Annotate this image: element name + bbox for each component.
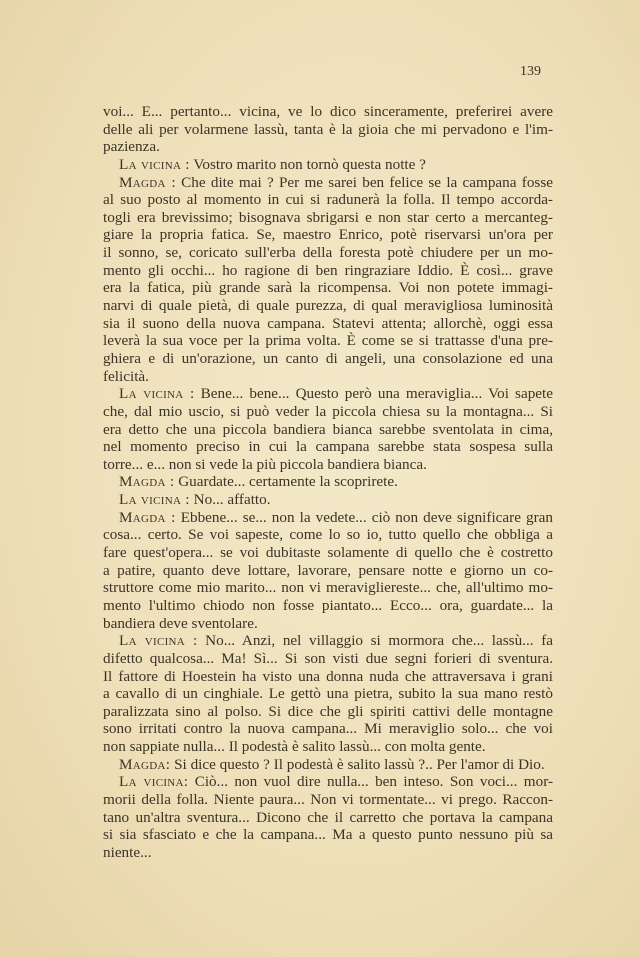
line-text: ghiera e di un'orazione, un canto di angeli, una consolazione ed una [103, 349, 553, 367]
line-text: togli era brevissimo; bisognava sbrigarsi e non star certo a mercanteg- [103, 208, 553, 226]
line-text: Che dite mai ? Per me sarei ben felice se la campana fosse [175, 173, 553, 191]
text-line [103, 350, 553, 368]
text-line [103, 315, 553, 333]
text-line [103, 121, 553, 139]
text-line [103, 791, 553, 809]
line-text: paralizzata sino al polso. Si dice che gli spiriti cattivi delle montagne [103, 702, 553, 720]
line-text: Guardate... certamente la scoprirete. [174, 473, 398, 491]
speaker-name: Magda : [119, 173, 176, 191]
text-line [103, 262, 553, 280]
text-line [103, 244, 553, 262]
text-line [103, 438, 553, 456]
text-line [103, 668, 553, 686]
dialogue-paragraph [103, 509, 553, 632]
dialogue-paragraph [103, 491, 553, 509]
text-line [103, 491, 553, 509]
text-line [103, 226, 553, 244]
line-text: Bene... bene... Questo però una meraviglia... Voi sapete [194, 385, 553, 403]
text-paragraph [103, 103, 553, 156]
text-line [103, 756, 553, 774]
line-text: era la fatica, più grande sarà la ricompensa. Voi non potete immagi- [103, 279, 553, 297]
line-text: Ebbene... se... non la vedete... ciò non deve significare gran [175, 508, 553, 526]
dialogue-paragraph [103, 756, 553, 774]
line-text: Il fattore di Hoestein ha visto una donna nuda che attraversava i grani [103, 667, 553, 685]
line-text: a patire, quanto deve lottare, lavorare, pensare notte e giorno un co- [103, 561, 553, 579]
line-text: che, dal mio uscio, si può veder la piccola chiesa su la montagna... Si [103, 402, 553, 420]
text-line [103, 138, 553, 156]
text-line [103, 368, 553, 386]
dialogue-paragraph [103, 773, 553, 861]
line-text: pazienza. [103, 138, 160, 156]
line-text: Ciò... non vuol dire nulla... ben inteso. Son voci... mor- [188, 773, 554, 791]
line-text: a cavallo di un cinghiale. Le gettò una pietra, subito la sua mano restò [103, 685, 553, 703]
text-line [103, 526, 553, 544]
text-line [103, 720, 553, 738]
line-text: non sappiate nulla... Il podestà è salito lassù... con molta gente. [103, 738, 486, 756]
text-line [103, 385, 553, 403]
line-text: era detto che una piccola bandiera bianca sarebbe sventolata in cima, [103, 420, 553, 438]
line-text: No... Anzi, nel villaggio si mormora che... lassù... fa [197, 632, 553, 650]
line-text: il sonno, se, coricato sull'erba della foresta potè chiudere per un mo- [103, 244, 553, 262]
text-line [103, 685, 553, 703]
text-line [103, 473, 553, 491]
text-line [103, 562, 553, 580]
text-line [103, 544, 553, 562]
dialogue-paragraph [103, 385, 553, 473]
text-line [103, 191, 553, 209]
body-text [103, 103, 553, 862]
text-line [103, 809, 553, 827]
line-text: sia il suono della nuova campana. Statevi attenta; allorchè, oggi essa [103, 314, 553, 332]
text-line [103, 509, 553, 527]
speaker-name: La vicina: [119, 773, 189, 791]
line-text: cosa... certo. Se voi sapeste, come lo so io, tutto quello che obbliga a [103, 526, 553, 544]
text-line [103, 703, 553, 721]
line-text: difetto qualcosa... Ma! Sì... Si son visti due segni forieri di sventura. [103, 649, 553, 667]
dialogue-paragraph [103, 174, 553, 386]
line-text: leverà la sua voce per la prima volta. È come se si trattasse d'una pre- [103, 332, 553, 350]
line-text: mento gli occhi... ho ragione di ben ringraziare Iddio. È così... grave [103, 261, 553, 279]
speaker-name: La vicina : [119, 155, 190, 173]
line-text: fare quest'opera... se voi dubitaste solamente di quello che è costretto [103, 544, 553, 562]
line-text: voi... E... pertanto... vicina, ve lo dico sinceramente, preferirei avere [103, 103, 553, 120]
line-text: mento l'ultimo chiodo non fosse piantato... Ecco... ora, guardate... la [103, 596, 553, 614]
line-text: niente... [103, 843, 152, 861]
speaker-name: La vicina : [119, 491, 190, 509]
speaker-name: La vicina : [119, 632, 198, 650]
text-line [103, 579, 553, 597]
line-text: No... affatto. [189, 491, 271, 509]
text-line [103, 773, 553, 791]
dialogue-paragraph [103, 632, 553, 755]
line-text: sono irritati contro la nuova campana... Mi meraviglio solo... che voi [103, 720, 553, 738]
line-text: tano un'altra sventura... Dicono che il carretto che portava la campana [103, 808, 553, 826]
text-line [103, 456, 553, 474]
text-line [103, 826, 553, 844]
text-line [103, 403, 553, 421]
speaker-name: Magda: [119, 755, 171, 773]
line-text: nel momento preciso in cui la campana sarebbe stata sospesa sulla [103, 438, 553, 456]
dialogue-paragraph [103, 473, 553, 491]
text-line [103, 297, 553, 315]
text-line [103, 615, 553, 633]
text-line [103, 421, 553, 439]
line-text: struttore come mio marito... non vi meravigliereste... che, all'ultimo mo- [103, 579, 553, 597]
line-text: delle ali per volarmene lassù, tanta è la gioia che mi pervadono e l'im- [103, 120, 553, 138]
text-line [103, 156, 553, 174]
line-text: narvi di quale pietà, di quale purezza, di qual meravigliosa luminosità [103, 297, 553, 315]
text-line [103, 279, 553, 297]
text-line [103, 738, 553, 756]
text-line [103, 597, 553, 615]
speaker-name: Magda : [119, 473, 175, 491]
text-line [103, 332, 553, 350]
line-text: bandiera deve sventolare. [103, 614, 258, 632]
line-text: torre... e... non si vede la più piccola bandiera bianca. [103, 455, 427, 473]
line-text: Vostro marito non tornò questa notte ? [189, 155, 426, 173]
speaker-name: Magda : [119, 508, 176, 526]
text-line [103, 650, 553, 668]
speaker-name: La vicina : [119, 385, 195, 403]
text-line [103, 209, 553, 227]
text-line [103, 174, 553, 192]
text-line [103, 103, 553, 121]
text-line [103, 632, 553, 650]
line-text: al suo posto al momento in cui si radunerà la folla. Il tempo accorda- [103, 191, 553, 209]
line-text: morii della folla. Niente paura... Non vi tormentate... vi prego. Raccon- [103, 790, 553, 808]
dialogue-paragraph [103, 156, 553, 174]
page-number: 139 [520, 64, 541, 79]
line-text: felicità. [103, 367, 149, 385]
line-text: si sia sfasciato e che la campana... Ma a questo punto nessuno più sa [103, 826, 553, 844]
line-text: Si dice questo ? Il podestà è salito lassù ?.. Per l'amor di Dio. [170, 755, 545, 773]
text-line [103, 844, 553, 862]
line-text: giare la propria fatica. Se, maestro Enrico, potè riservarsi un'ora per [103, 226, 553, 244]
